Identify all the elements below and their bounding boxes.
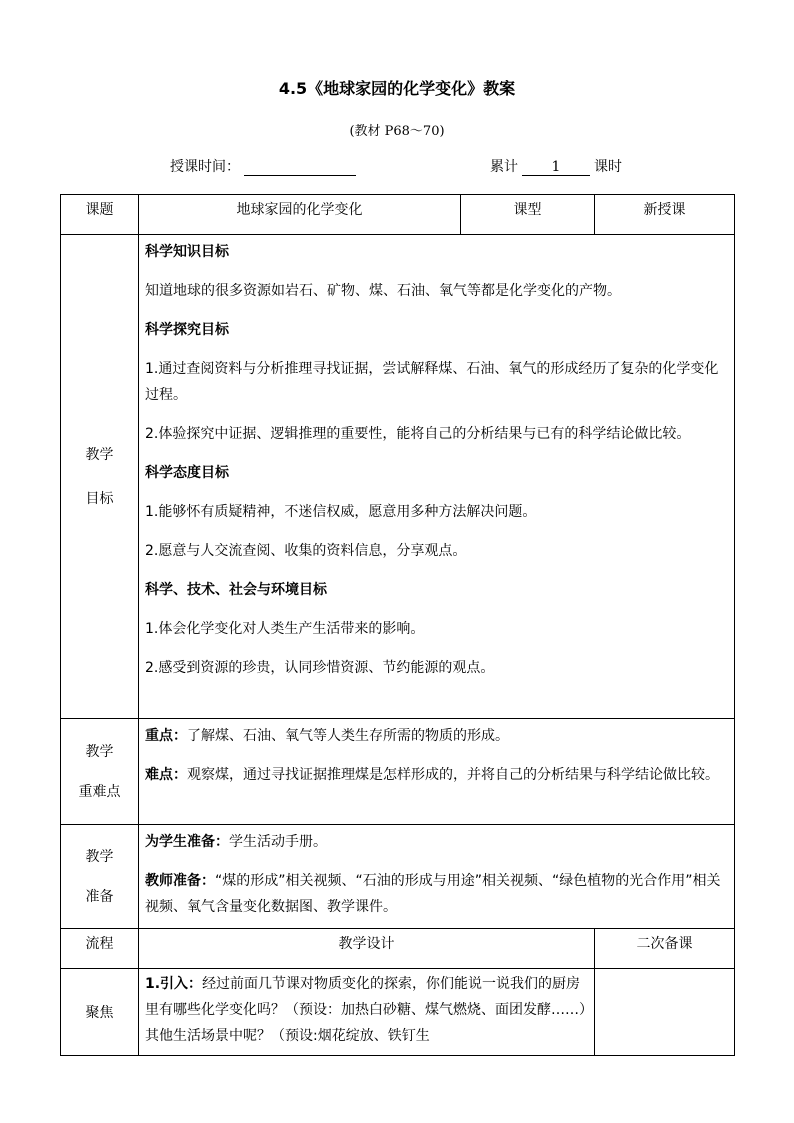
student-prep-text: 学生活动手册。 xyxy=(229,834,327,850)
goal-item: 1.体会化学变化对人类生产生活带来的影响。 xyxy=(145,621,425,637)
topic-value: 地球家园的化学变化 xyxy=(139,195,461,235)
topic-row xyxy=(61,195,735,235)
student-prep-label: 为学生准备： xyxy=(145,834,229,850)
preparation-row xyxy=(61,825,735,929)
goal-heading: 科学知识目标 xyxy=(145,244,229,260)
key-point-text: 了解煤、石油、氧气等人类生存所需的物质的形成。 xyxy=(187,728,509,744)
goal-heading: 科学态度目标 xyxy=(145,465,229,481)
goal-item: 1.通过查阅资料与分析推理寻找证据，尝试解释煤、石油、氧气的形成经历了复杂的化学变化过程。 xyxy=(145,361,719,403)
difficult-point-text: 观察煤，通过寻找证据推理煤是怎样形成的，并将自己的分析结果与科学结论做比较。 xyxy=(187,767,719,783)
key-point-label: 重点： xyxy=(145,728,187,744)
preparation-label-line1: 教学 xyxy=(85,848,114,865)
flow-header-design: 教学设计 xyxy=(139,929,595,969)
teacher-prep-label: 教师准备： xyxy=(145,873,215,889)
focus-content xyxy=(139,969,595,1056)
goal-heading: 科学、技术、社会与环境目标 xyxy=(145,582,327,598)
goal-item: 1.能够怀有质疑精神，不迷信权威，愿意用多种方法解决问题。 xyxy=(145,504,537,520)
focus-intro-label: 1.引入： xyxy=(145,976,203,992)
key-points-label-line1: 教学 xyxy=(85,743,114,760)
goals-row xyxy=(61,235,735,719)
lesson-count-value: 1 xyxy=(522,159,590,176)
lesson-count-unit: 课时 xyxy=(594,159,622,175)
goals-label xyxy=(61,235,139,719)
flow-header-row xyxy=(61,929,735,969)
key-points-content xyxy=(139,719,735,825)
lesson-count xyxy=(490,156,622,176)
focus-intro-text: 经过前面几节课对物质变化的探索，你们能说一说我们的厨房里有哪些化学变化吗？（预设：加热白砂糖、煤气燃烧、面团发酵……）其他生活场景中呢？（预设:烟花绽放、铁钉生 xyxy=(145,976,586,1044)
teacher-prep xyxy=(145,868,728,920)
teach-time-label: 授课时间： xyxy=(170,159,240,175)
goal-item: 知道地球的很多资源如岩石、矿物、煤、石油、氧气等都是化学变化的产物。 xyxy=(145,283,621,299)
focus-label: 聚焦 xyxy=(61,969,139,1056)
preparation-label xyxy=(61,825,139,929)
lesson-type-value: 新授课 xyxy=(595,195,735,235)
student-prep xyxy=(145,829,728,855)
teach-time-blank xyxy=(244,161,356,176)
teacher-prep-text: “煤的形成”相关视频、“石油的形成与用途”相关视频、“绿色植物的光合作用”相关视频、氧气含量变化数据图、教学课件。 xyxy=(145,873,721,915)
focus-row xyxy=(61,969,735,1056)
topic-label: 课题 xyxy=(61,195,139,235)
preparation-content xyxy=(139,825,735,929)
goal-item: 2.体验探究中证据、逻辑推理的重要性，能将自己的分析结果与已有的科学结论做比较。 xyxy=(145,426,691,442)
goal-item: 2.感受到资源的珍贵，认同珍惜资源、节约能源的观点。 xyxy=(145,660,495,676)
goals-label-line1: 教学 xyxy=(85,446,114,463)
document-subtitle: (教材 P68～70) xyxy=(349,124,445,139)
goals-label-line2: 目标 xyxy=(85,490,114,507)
lesson-type-label: 课型 xyxy=(461,195,595,235)
goals-content xyxy=(139,235,735,719)
goal-heading: 科学探究目标 xyxy=(145,322,229,338)
key-points-label-line2: 重难点 xyxy=(78,783,121,800)
difficult-point-label: 难点： xyxy=(145,767,187,783)
focus-intro xyxy=(145,971,588,1049)
goal-item: 2.愿意与人交流查阅、收集的资料信息，分享观点。 xyxy=(145,543,467,559)
focus-review-cell xyxy=(595,969,735,1056)
flow-header-process: 流程 xyxy=(61,929,139,969)
key-points-row xyxy=(61,719,735,825)
document-title: 4.5《地球家园的化学变化》教案 xyxy=(278,79,516,98)
difficult-point xyxy=(145,762,728,788)
key-points-label xyxy=(61,719,139,825)
teach-time xyxy=(170,156,356,176)
preparation-label-line2: 准备 xyxy=(85,888,114,905)
lesson-plan-table xyxy=(60,194,735,1056)
key-point xyxy=(145,723,728,749)
flow-header-review: 二次备课 xyxy=(595,929,735,969)
lesson-count-label: 累计 xyxy=(490,159,518,175)
